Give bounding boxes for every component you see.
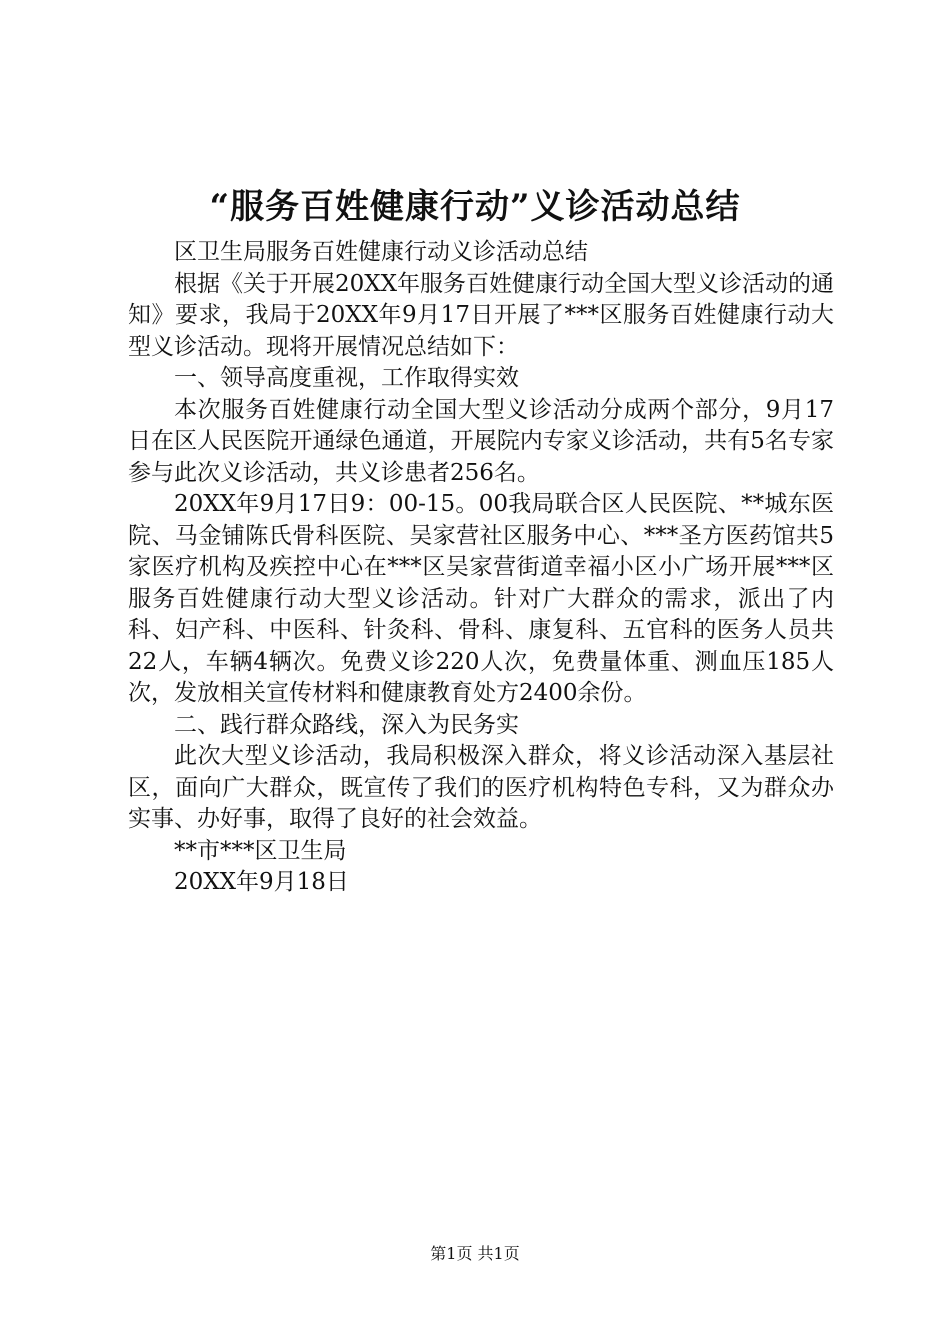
- subtitle-paragraph: 区卫生局服务百姓健康行动义诊活动总结: [174, 239, 588, 265]
- body-paragraph: 此次大型义诊活动，我局积极深入群众，将义诊活动深入基层社区，面向广大群众，既宣传了我们的医疗机构特色专科，又为群众办实事、办好事，取得了良好的社会效益。: [128, 743, 834, 832]
- document-title: “服务百姓健康行动”义诊活动总结: [209, 187, 741, 227]
- document-body: [128, 237, 834, 899]
- body-paragraph: 20XX年9月17日9：00-15。00我局联合区人民医院、**城东医院、马金铺陈氏骨科医院、吴家营社区服务中心、***圣方医药馆共5家医疗机构及疾控中心在***区吴家营街道幸福小区小广场开展***区服务百姓健康行动大型义诊活动。针对广大群众的需求，派出了内科、妇产科、中医科、针灸科、骨科、康复科、五官科的医务人员共22人，车辆4辆次。免费义诊220人次，免费量体重、测血压185人次，发放相关宣传材料和健康教育处方2400余份。: [128, 491, 834, 706]
- signature-org: **市***区卫生局: [174, 837, 347, 864]
- signature-date: 20XX年9月18日: [174, 869, 349, 895]
- body-paragraph: 本次服务百姓健康行动全国大型义诊活动分成两个部分，9月17日在区人民医院开通绿色通道，开展院内专家义诊活动，共有5名专家参与此次义诊活动，共义诊患者256名。: [128, 396, 834, 486]
- section-heading-1: 一、领导高度重视，工作取得实效: [174, 365, 519, 391]
- page-number-footer: 第1页 共1页: [430, 1244, 520, 1263]
- section-heading-2: 二、践行群众路线，深入为民务实: [174, 711, 519, 738]
- intro-paragraph: 根据《关于开展20XX年服务百姓健康行动全国大型义诊活动的通知》要求，我局于20XX年9月17日开展了***区服务百姓健康行动大型义诊活动。现将开展情况总结如下：: [128, 270, 835, 360]
